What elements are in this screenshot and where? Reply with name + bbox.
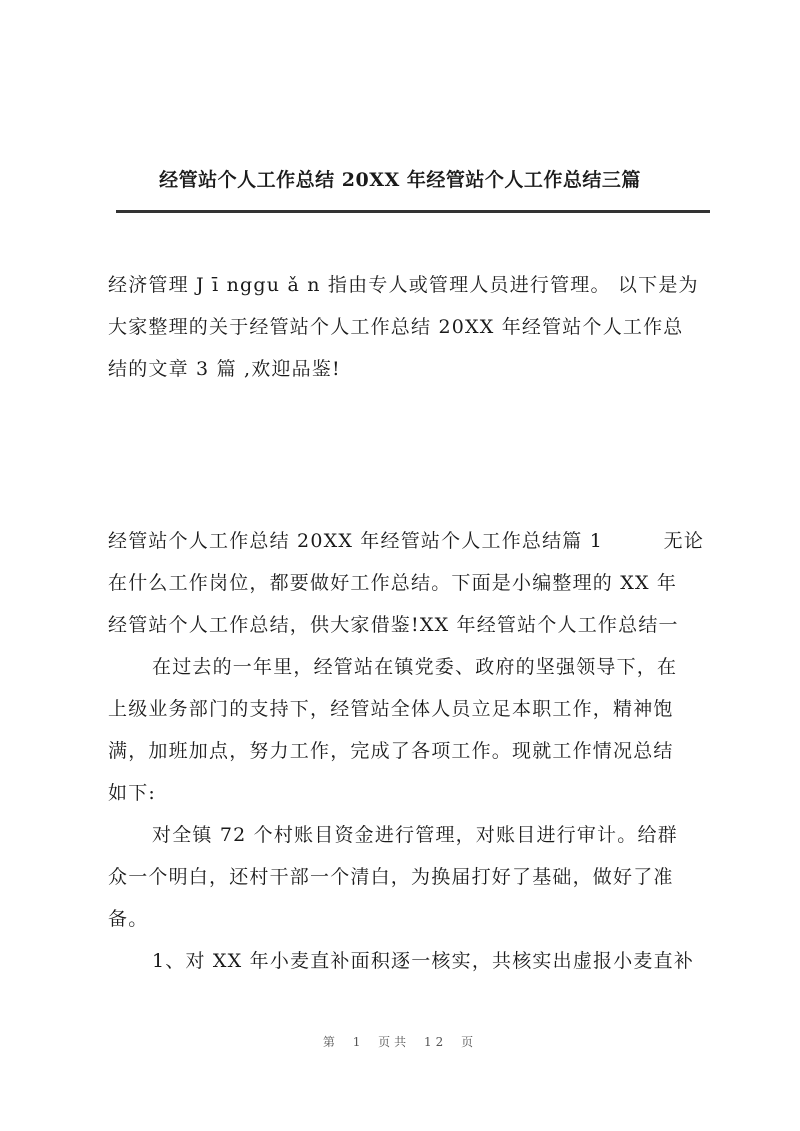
section-heading-line: 经管站个人工作总结 20XX 年经管站个人工作总结篇 1 无论 (108, 530, 705, 552)
body-line: 众一个明白，还村干部一个清白，为换届打好了基础，做好了准 (108, 866, 674, 888)
body-line: 在过去的一年里，经管站在镇党委、政府的坚强领导下，在 (152, 656, 678, 678)
intro-line: 大家整理的关于经管站个人工作总结 20XX 年经管站个人工作总 (108, 316, 684, 338)
intro-paragraph (108, 264, 708, 390)
body-line: 如下: (108, 782, 157, 804)
page-footer: 第 1 页共 12 页 (322, 1035, 478, 1049)
body-line: 在什么工作岗位，都要做好工作总结。下面是小编整理的 XX 年 (108, 572, 678, 594)
intro-line: 结的文章 3 篇 ,欢迎品鉴! (108, 358, 341, 380)
body-line: 1、对 XX 年小麦直补面积逐一核实，共核实出虚报小麦直补 (152, 950, 695, 972)
body-line: 经管站个人工作总结，供大家借鉴!XX 年经管站个人工作总结一 (108, 614, 679, 636)
body-line: 满，加班加点，努力工作，完成了各项工作。现就工作情况总结 (108, 740, 674, 762)
body-line: 对全镇 72 个村账目资金进行管理，对账目进行审计。给群 (152, 824, 678, 846)
intro-line: 经济管理 J ī nggu ǎ n 指由专人或管理人员进行管理。 以下是为 (108, 274, 699, 296)
body-line: 上级业务部门的支持下，经管站全体人员立足本职工作，精神饱 (108, 698, 674, 720)
document-title: 经管站个人工作总结 20XX 年经管站个人工作总结三篇 (159, 169, 641, 191)
title-divider (116, 210, 710, 213)
body-line: 备。 (108, 908, 149, 930)
body-section (108, 520, 708, 982)
